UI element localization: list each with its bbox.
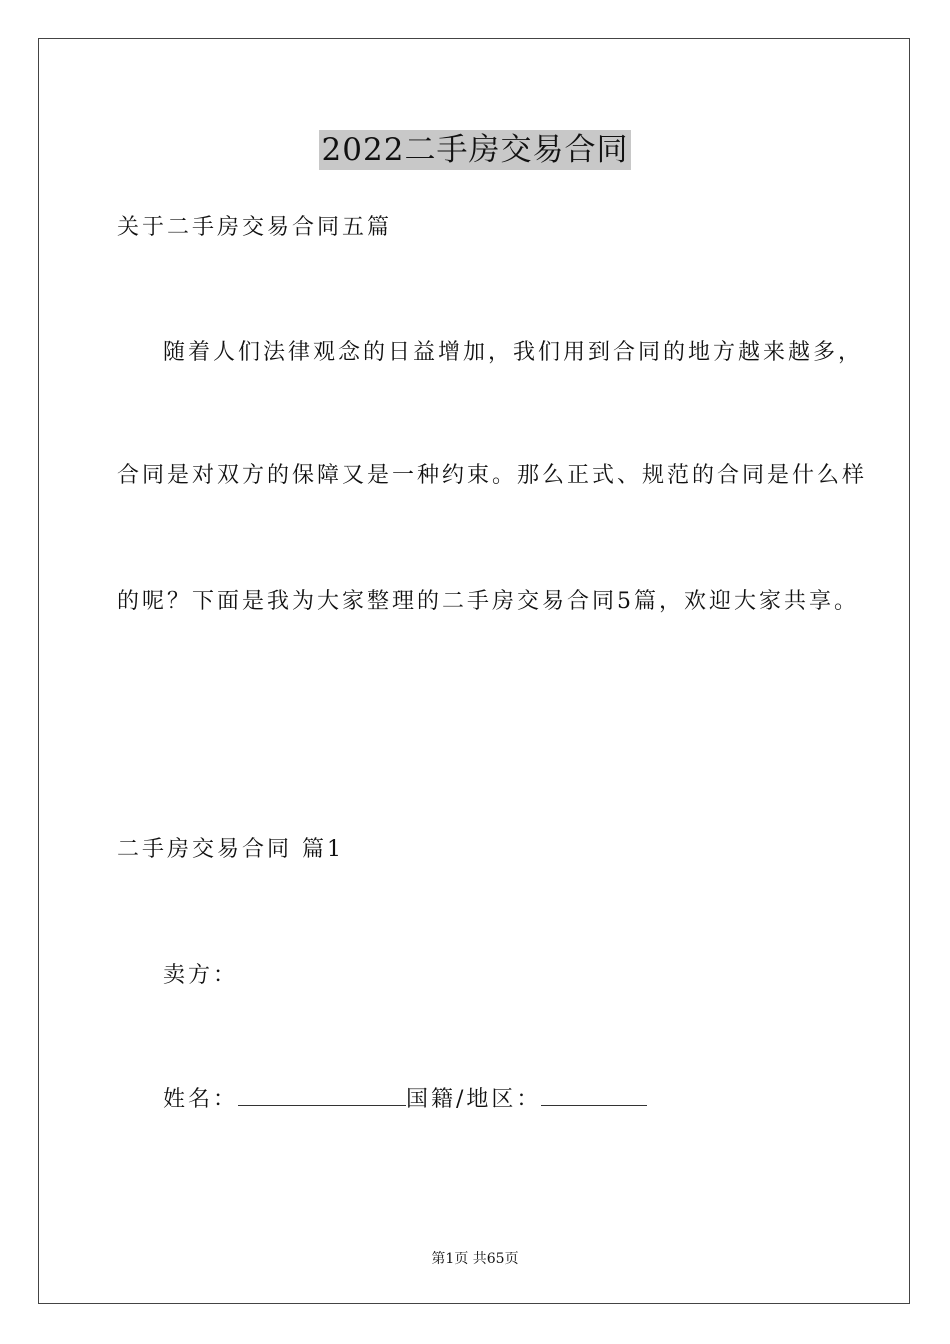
seller-label: 卖方： [163,963,239,988]
intro-paragraph-line-2: 合同是对双方的保障又是一种约束。那么正式、规范的合同是什么样 [117,463,868,488]
name-label: 姓名： [163,1087,239,1112]
document-title: 2022二手房交易合同 [319,130,632,170]
nationality-label: 国籍/地区： [406,1087,542,1112]
subtitle: 关于二手房交易合同五篇 [117,215,393,240]
page-footer: 第1页 共65页 [431,1251,519,1267]
name-blank-field[interactable] [238,1085,406,1106]
seller-name-row [163,1082,647,1113]
section-heading: 二手房交易合同 篇1 [117,837,344,862]
nationality-blank-field[interactable] [541,1085,647,1106]
intro-paragraph-line-3: 的呢？下面是我为大家整理的二手房交易合同5篇，欢迎大家共享。 [117,589,859,614]
document-title-block [0,124,950,169]
intro-paragraph-line-1: 随着人们法律观念的日益增加，我们用到合同的地方越来越多， [163,340,864,365]
